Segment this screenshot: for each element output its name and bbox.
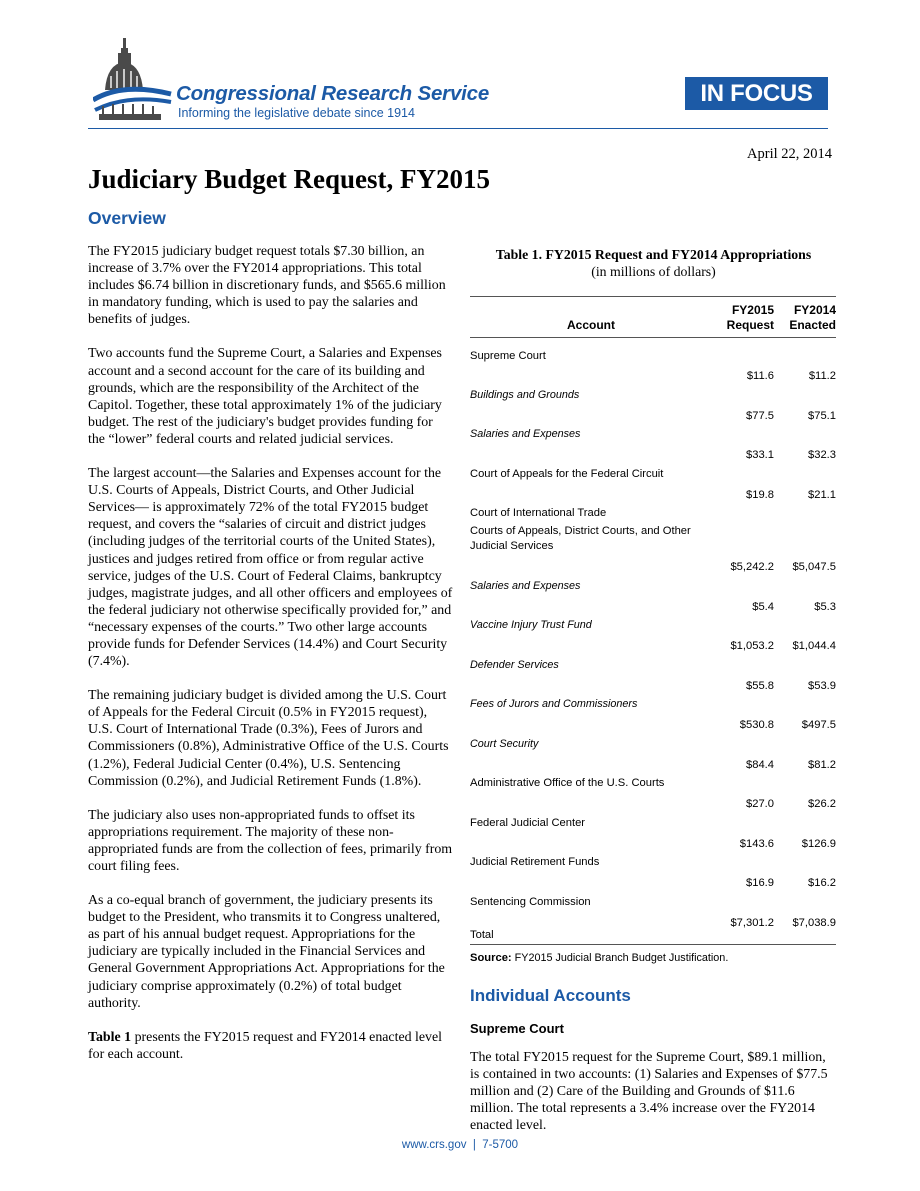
- table-row: [470, 483, 836, 523]
- table-row: [470, 832, 836, 872]
- account-name: Salaries and Expenses: [470, 579, 581, 592]
- fy2015-value: $5.4: [752, 600, 774, 613]
- fy2015-value: $55.8: [746, 679, 774, 692]
- overview-body: [88, 243, 453, 1080]
- footer-separator: |: [472, 1139, 476, 1151]
- source-label: Source:: [470, 951, 512, 964]
- account-name: Buildings and Grounds: [470, 388, 580, 401]
- account-name: Federal Judicial Center: [470, 816, 586, 829]
- table-reference-text: presents the FY2015 request and FY2014 enacted level for each account.: [88, 1029, 443, 1062]
- fy2015-value: $33.1: [746, 449, 774, 461]
- account-name: Court Security: [470, 737, 539, 750]
- total-label: Total: [470, 911, 712, 945]
- account-name: Administrative Office of the U.S. Courts: [470, 777, 665, 789]
- account-name: Court of Appeals for the Federal Circuit: [470, 467, 664, 480]
- account-name: Vaccine Injury Trust Fund: [470, 619, 592, 631]
- in-focus-badge: IN FOCUS: [685, 77, 828, 110]
- fy2015-value: $27.0: [746, 798, 774, 810]
- individual-accounts-heading: Individual Accounts: [470, 985, 631, 1005]
- overview-paragraph: The FY2015 judiciary budget request totals $7.30 billion, an increase of 3.7% over the FY2014 appropriations. This total includes $6.74 billion in discretionary funds, and $565.6 million in mandatory funding, which is used to pay the salaries and benefits of judges.: [88, 244, 446, 328]
- fy2014-value: $53.9: [808, 679, 836, 692]
- fy2014-value: $26.2: [808, 798, 836, 810]
- fy2014-value: $5.3: [814, 600, 836, 613]
- fy2015-value: $19.8: [746, 488, 774, 501]
- org-tagline: Informing the legislative debate since 1914: [178, 106, 415, 120]
- column-header-fy2015: FY2015 Request: [712, 297, 774, 338]
- account-name: Defender Services: [470, 658, 559, 671]
- overview-paragraph: As a co-equal branch of government, the judiciary presents its budget to the President, who transmits it to Congress unaltered, as part of his annual budget request. Appropriations for the judiciary are typically included in the Financial Services and General Government Appropriations Act. Appropriations for the judiciary comprise approximately (0.2%) of total budget authority.: [88, 893, 445, 1011]
- table-row: [470, 674, 836, 714]
- account-name: Sentencing Commission: [470, 895, 591, 908]
- table-row: [470, 404, 836, 444]
- fy2015-value: $530.8: [739, 719, 774, 731]
- fy2015-value: $143.6: [739, 837, 774, 850]
- account-name: Salaries and Expenses: [470, 428, 581, 440]
- table-row: [470, 555, 836, 595]
- table-header-row: [470, 297, 836, 338]
- table-row: [470, 792, 836, 832]
- column-header-fy2014: FY2014 Enacted: [774, 297, 836, 338]
- table-caption-title: Table 1. FY2015 Request and FY2014 Appropriations: [495, 247, 812, 262]
- fy2014-value: $32.3: [808, 449, 836, 461]
- fy2014-value: $11.2: [808, 370, 836, 382]
- table-row: [470, 713, 836, 753]
- fy2015-value: $77.5: [746, 409, 774, 422]
- fy2014-total: $7,038.9: [774, 911, 836, 945]
- table-row: [470, 595, 836, 635]
- table-row: [470, 753, 836, 793]
- table-row: [470, 871, 836, 911]
- table-row: [470, 443, 836, 483]
- fy2014-value: $21.1: [808, 488, 836, 501]
- account-name: Judicial Retirement Funds: [470, 856, 600, 868]
- column-header-account: Account: [470, 297, 712, 338]
- crs-website-link[interactable]: www.crs.gov: [401, 1139, 467, 1151]
- fy2015-total: $7,301.2: [712, 911, 774, 945]
- overview-paragraph: The largest account—the Salaries and Expenses account for the U.S. Courts of Appeals, District Courts, and Other Judicial Services— is approximately 72% of the total FY2015 budget request, and covers the “salaries of circuit and district judges (including judges of the territorial courts of the United States), justices and judges retired from office or from regular active service, judges of the U.S. Court of Federal Claims, bankruptcy judges, magistrate judges, and all other officers and employees of the federal judiciary not otherwise specifically provided for,” and “necessary expenses of the courts.” Two other large accounts provide funds for Defender Services (14.4%) and Court Security (7.4%).: [88, 466, 453, 670]
- table-total-row: [470, 911, 836, 945]
- header-divider: [88, 128, 828, 129]
- fy2014-value: $75.1: [808, 409, 836, 422]
- overview-paragraph: The judiciary also uses non-appropriated funds to offset its appropriations requirement. The majority of these non-appropriated funds are from the collection of fees, primarily from court filing fees.: [88, 807, 453, 874]
- fy2015-value: $1,053.2: [730, 640, 774, 652]
- fy2014-value: $16.2: [808, 877, 836, 889]
- source-text: FY2015 Judicial Branch Budget Justification.: [511, 951, 729, 964]
- overview-heading: Overview: [88, 208, 166, 228]
- fy2014-value: $126.9: [801, 837, 836, 850]
- fy2014-value: $497.5: [801, 719, 836, 731]
- right-column: [470, 246, 837, 1134]
- fy2015-value: $5,242.2: [730, 561, 774, 573]
- group-label-courts-of-appeals: Courts of Appeals, District Courts, and Other Judicial Services: [470, 525, 691, 552]
- overview-paragraph-table-ref: [88, 1029, 453, 1063]
- overview-paragraph: Two accounts fund the Supreme Court, a Salaries and Expenses account and a second account for the care of its building and grounds, which are the responsibility of the Architect of the Capitol. Together, these total approximately 1% of the judiciary budget. The rest of the judiciary's budget provides funding for the “lower” federal courts and related judicial services.: [88, 346, 442, 447]
- table-row: [470, 634, 836, 674]
- table-caption: [470, 246, 837, 280]
- account-name: Court of International Trade: [470, 507, 607, 519]
- overview-paragraph: The remaining judiciary budget is divided among the U.S. Court of Appeals for the Federal Circuit (0.5% in FY2015 request), U.S. Court of International Trade (0.3%), Fees of Jurors and Commissioners (0.8%), Administrative Office of the U.S. Courts (1.2%), Federal Judicial Center (0.4%), U.S. Sentencing Commission (0.2%), and Judicial Retirement Funds (1.8%).: [88, 688, 449, 789]
- crs-capitol-dome-logo: [93, 38, 173, 124]
- fy2015-value: $11.6: [746, 370, 774, 382]
- supreme-court-subheading: Supreme Court: [470, 1020, 564, 1036]
- report-number: 7-5700: [482, 1139, 519, 1151]
- group-label-supreme-court: Supreme Court: [470, 350, 546, 362]
- fy2014-value: $5,047.5: [792, 561, 836, 573]
- fy2015-value: $84.4: [746, 758, 774, 771]
- supreme-court-paragraph: The total FY2015 request for the Supreme Court, $89.1 million, is contained in two accounts: (1) Salaries and Expenses of $77.5 million and (2) Care of the Building and Grounds of $11.6 million. The total represents a 3.4% increase over the FY2014 enacted level.: [470, 1049, 828, 1133]
- table-group-row: [470, 338, 836, 365]
- fy2014-value: $81.2: [808, 758, 836, 771]
- table-caption-subtitle: (in millions of dollars): [591, 264, 716, 279]
- table-source-note: [470, 952, 837, 964]
- fy2014-value: $1,044.4: [792, 640, 836, 652]
- table-reference-link[interactable]: Table 1: [88, 1029, 132, 1045]
- budget-table: [470, 296, 836, 945]
- org-name: Congressional Research Service: [176, 82, 490, 105]
- fy2015-value: $16.9: [746, 877, 774, 889]
- page-title: Judiciary Budget Request, FY2015: [88, 164, 491, 194]
- table-row: [470, 364, 836, 404]
- publication-date: April 22, 2014: [747, 146, 832, 162]
- table-group-row: [470, 522, 836, 555]
- page-footer: [0, 1139, 920, 1151]
- account-name: Fees of Jurors and Commissioners: [470, 698, 638, 710]
